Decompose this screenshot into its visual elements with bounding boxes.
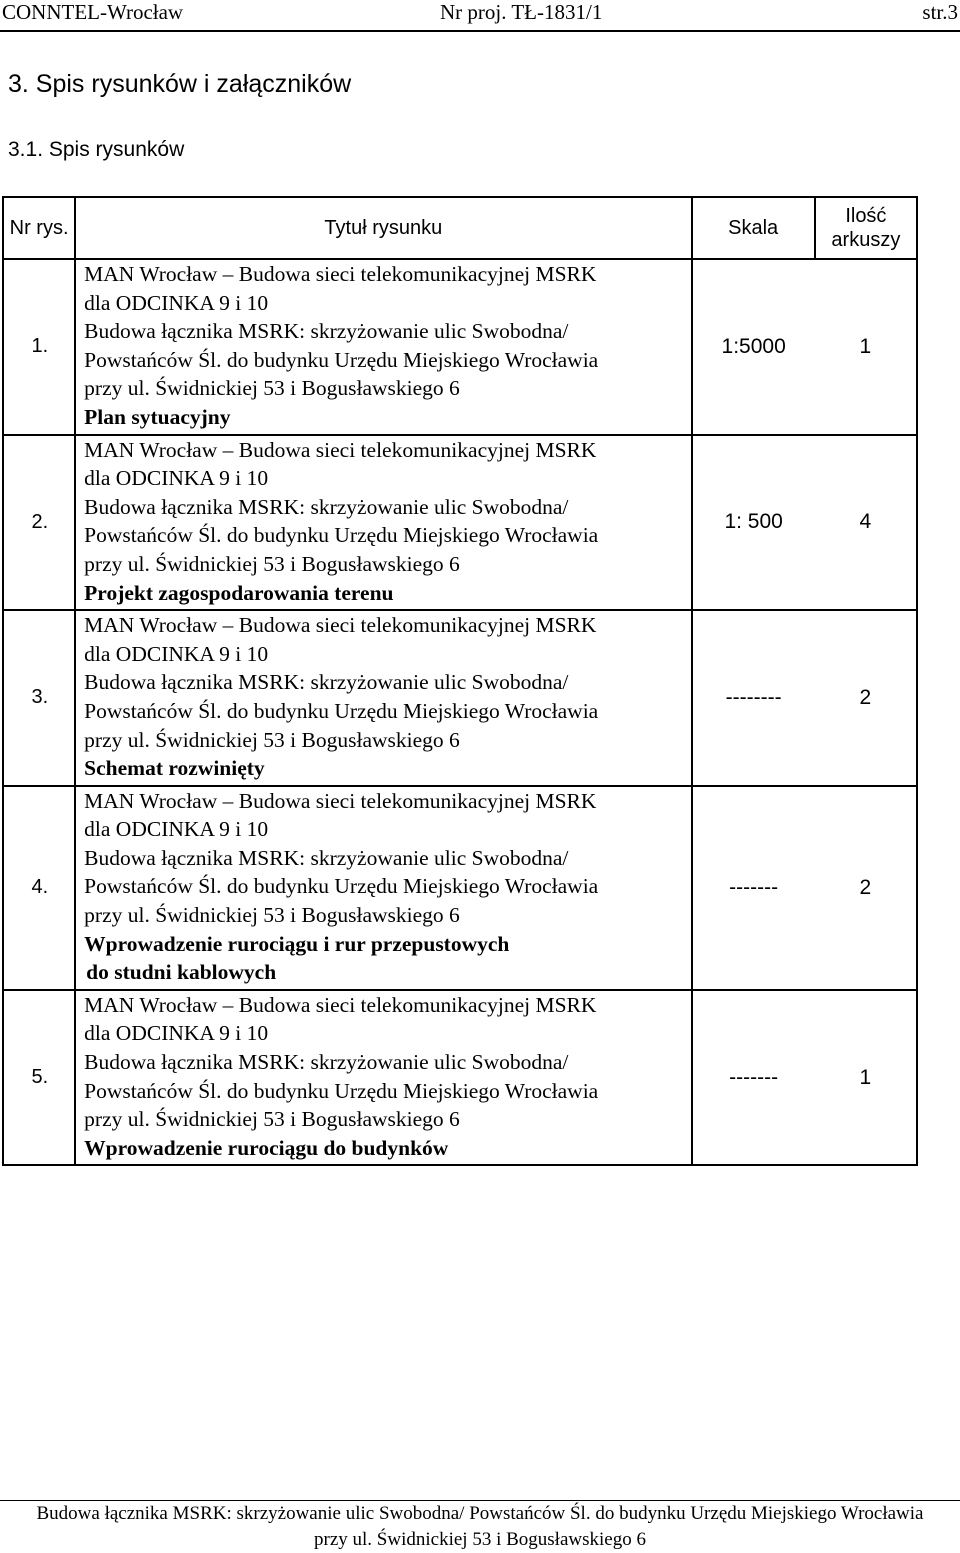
title-line: przy ul. Świdnickiej 53 i Bogusławskiego 6 (84, 1107, 460, 1132)
sheet-count: 2 (815, 786, 917, 990)
header-project-number: Nr proj. TŁ-1831/1 (440, 0, 603, 24)
sheet-count: 1 (815, 990, 917, 1166)
table-row (3, 786, 917, 990)
row-number: 3. (3, 610, 75, 786)
page-header (0, 0, 960, 32)
title-line: MAN Wrocław – Budowa sieci telekomunikacyjnej MSRK (84, 992, 597, 1017)
title-line: MAN Wrocław – Budowa sieci telekomunikacyjnej MSRK (84, 437, 597, 462)
table-row (3, 610, 917, 786)
drawing-title (75, 990, 691, 1166)
row-number: 1. (3, 259, 75, 435)
title-line: Powstańców Śl. do budynku Urzędu Miejskiego Wrocławia (84, 698, 599, 723)
title-line: dla ODCINKA 9 i 10 (84, 466, 269, 491)
drawing-name: do studni kablowych (86, 960, 277, 985)
title-line: przy ul. Świdnickiej 53 i Bogusławskiego 6 (84, 903, 460, 928)
drawing-title (75, 610, 691, 786)
sheet-count: 2 (815, 610, 917, 786)
title-line: Powstańców Śl. do budynku Urzędu Miejskiego Wrocławia (84, 874, 599, 899)
title-line: dla ODCINKA 9 i 10 (84, 290, 269, 315)
title-line: Budowa łącznika MSRK: skrzyżowanie ulic Swobodna/ (84, 845, 569, 870)
drawing-name: Wprowadzenie rurociągu do budynków (84, 1135, 449, 1160)
drawing-name: Plan sytuacyjny (84, 404, 231, 429)
title-line: dla ODCINKA 9 i 10 (84, 641, 269, 666)
title-line: MAN Wrocław – Budowa sieci telekomunikacyjnej MSRK (84, 788, 597, 813)
header-company: CONNTEL-Wrocław (2, 0, 184, 24)
title-line: MAN Wrocław – Budowa sieci telekomunikacyjnej MSRK (84, 613, 597, 638)
title-line: Powstańców Śl. do budynku Urzędu Miejskiego Wrocławia (84, 1078, 599, 1103)
title-line: Budowa łącznika MSRK: skrzyżowanie ulic Swobodna/ (84, 670, 569, 695)
header-sheets: Ilość arkuszy (815, 197, 917, 259)
sheet-count: 4 (815, 435, 917, 611)
footer-line-2: przy ul. Świdnickiej 53 i Bogusławskiego 6 (314, 1529, 646, 1550)
drawing-name: Projekt zagospodarowania terenu (84, 580, 394, 605)
subsection-title: 3.1. Spis rysunków (8, 138, 185, 161)
title-line: dla ODCINKA 9 i 10 (84, 817, 269, 842)
drawings-table (2, 196, 918, 1166)
sheet-count: 1 (815, 259, 917, 435)
title-line: Powstańców Śl. do budynku Urzędu Miejskiego Wrocławia (84, 523, 599, 548)
header-nr: Nr rys. (3, 197, 75, 259)
title-line: MAN Wrocław – Budowa sieci telekomunikacyjnej MSRK (84, 262, 597, 286)
drawing-title (75, 786, 691, 990)
page-footer (0, 1500, 960, 1553)
title-line: Budowa łącznika MSRK: skrzyżowanie ulic Swobodna/ (84, 319, 569, 344)
row-number: 5. (3, 990, 75, 1166)
header-scale: Skala (692, 197, 815, 259)
title-line: Budowa łącznika MSRK: skrzyżowanie ulic Swobodna/ (84, 494, 569, 519)
row-number: 4. (3, 786, 75, 990)
title-line: przy ul. Świdnickiej 53 i Bogusławskiego 6 (84, 376, 460, 401)
title-line: przy ul. Świdnickiej 53 i Bogusławskiego 6 (84, 551, 460, 576)
table-row (3, 259, 917, 435)
drawing-name: Schemat rozwinięty (84, 756, 265, 781)
title-line: Budowa łącznika MSRK: skrzyżowanie ulic Swobodna/ (84, 1050, 569, 1075)
title-line: Powstańców Śl. do budynku Urzędu Miejskiego Wrocławia (84, 347, 599, 372)
title-line: dla ODCINKA 9 i 10 (84, 1021, 269, 1046)
table-header-row (3, 197, 917, 259)
drawing-scale: ------- (692, 990, 815, 1166)
section-title: 3. Spis rysunków i załączników (8, 70, 352, 98)
header-title: Tytuł rysunku (75, 197, 691, 259)
drawing-scale: -------- (692, 610, 815, 786)
row-number: 2. (3, 435, 75, 611)
header-page-number: str.3 (922, 0, 958, 24)
drawing-title (75, 259, 691, 435)
table-body (3, 259, 917, 1165)
footer-line-1: Budowa łącznika MSRK: skrzyżowanie ulic Swobodna/ Powstańców Śl. do budynku Urzędu Miejskiego Wrocławia (36, 1503, 924, 1524)
drawing-name: Wprowadzenie rurociągu i rur przepustowych (84, 931, 510, 956)
table-row (3, 435, 917, 611)
drawing-title (75, 435, 691, 611)
title-line: przy ul. Świdnickiej 53 i Bogusławskiego 6 (84, 727, 460, 752)
drawing-scale: 1:5000 (692, 259, 815, 435)
drawing-scale: 1: 500 (692, 435, 815, 611)
table-row (3, 990, 917, 1166)
drawing-scale: ------- (692, 786, 815, 990)
